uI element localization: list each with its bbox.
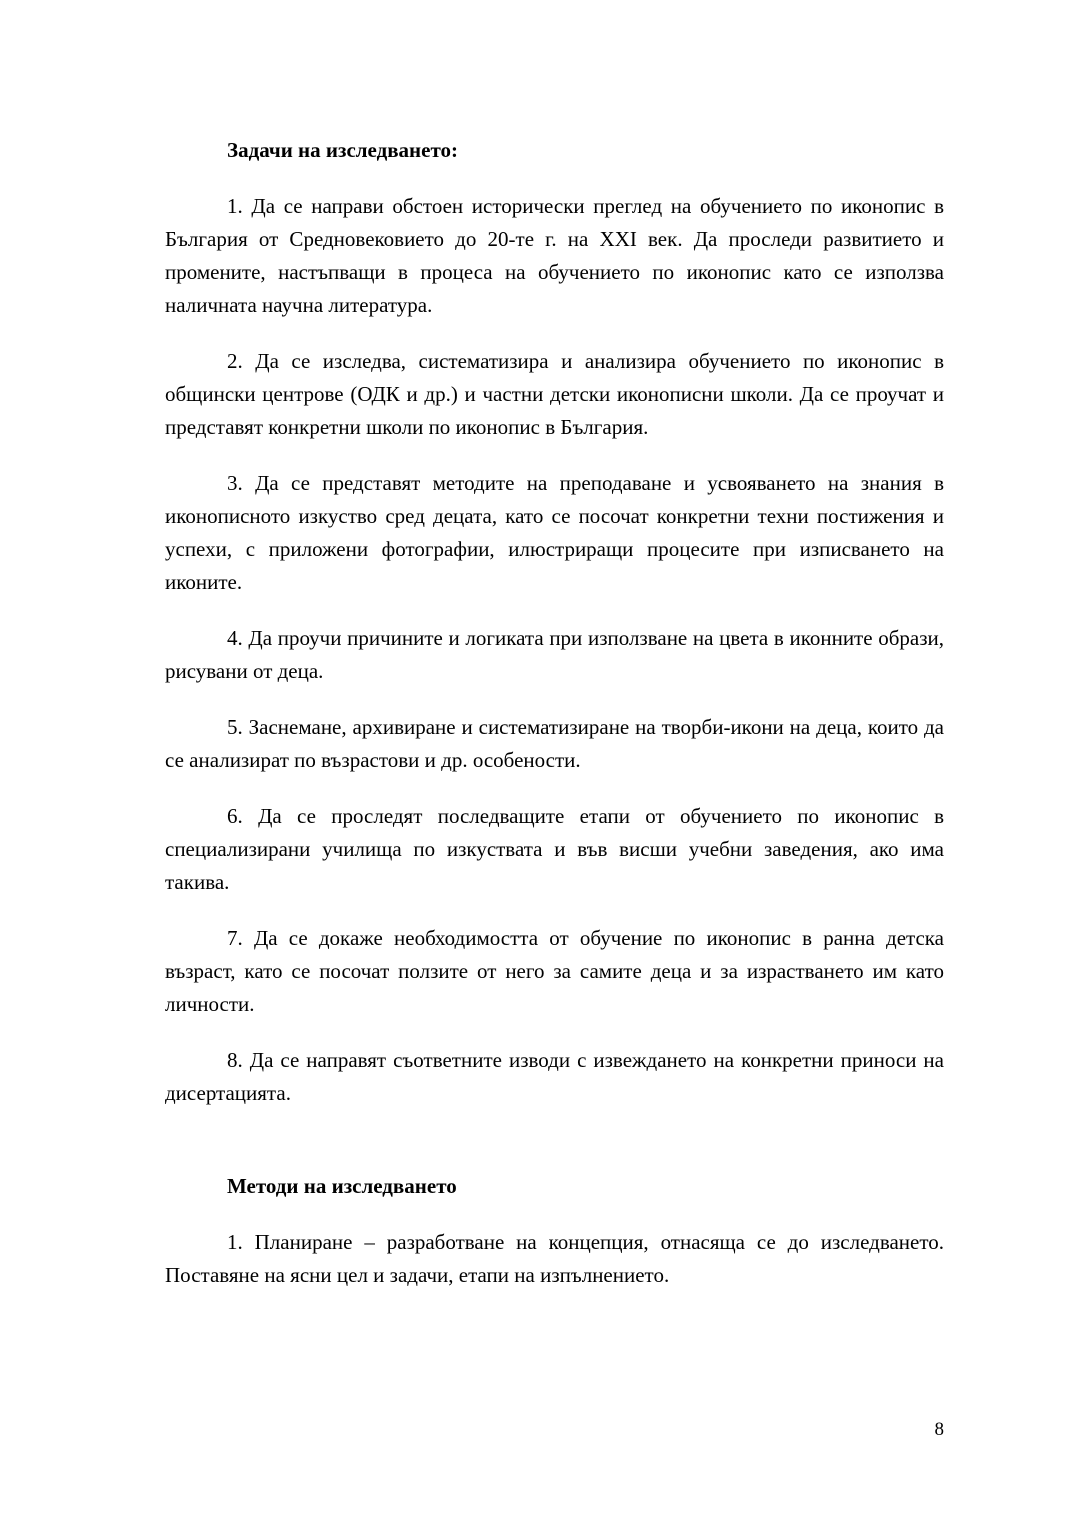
tasks-section-heading: Задачи на изследването:	[227, 138, 459, 162]
task-paragraph-8: 8. Да се направят съответните изводи с извеждането на конкретни приноси на дисертацията.	[165, 1048, 944, 1105]
page-number: 8	[934, 1419, 944, 1440]
methods-paragraph-1: 1. Планиране – разработване на концепция, отнасяща се до изследването. Поставяне на ясни цел и задачи, етапи на изпълнението.	[165, 1230, 944, 1287]
task-paragraph-5: 5. Заснемане, архивиране и систематизиране на творби-икони на деца, които да се анализират по възрастови и др. особености.	[165, 715, 944, 772]
task-paragraph-7: 7. Да се докаже необходимостта от обучение по иконопис в ранна детска възраст, като се посочат ползите от него за самите деца и за израстването им като личности.	[165, 926, 944, 1016]
task-paragraph-4: 4. Да проучи причините и логиката при използване на цвета в иконните образи, рисувани от деца.	[165, 626, 944, 683]
task-paragraph-6: 6. Да се проследят последващите етапи от обучението по иконопис в специализирани училища по изкуствата и във висши учебни заведения, ако има такива.	[165, 804, 944, 894]
task-paragraph-2: 2. Да се изследва, систематизира и анализира обучението по иконопис в общински центрове (ОДК и др.) и частни детски иконописни школи. Да се проучат и представят конкретни школи по иконопис в България.	[165, 349, 944, 439]
methods-section-heading: Методи на изследването	[227, 1174, 457, 1198]
task-paragraph-3: 3. Да се представят методите на преподаване и усвояването на знания в иконописното изкуство сред децата, като се посочат конкретни техни постижения и успехи, с приложени фотографии, илюстриращи процесите при изписването на иконите.	[165, 471, 944, 594]
task-paragraph-1: 1. Да се направи обстоен исторически преглед на обучението по иконопис в България от Средновековието до 20-те г. на XXI век. Да проследи развитието и промените, настъпващи в процеса на обучението по иконопис като се използва наличната научна литература.	[165, 194, 944, 317]
